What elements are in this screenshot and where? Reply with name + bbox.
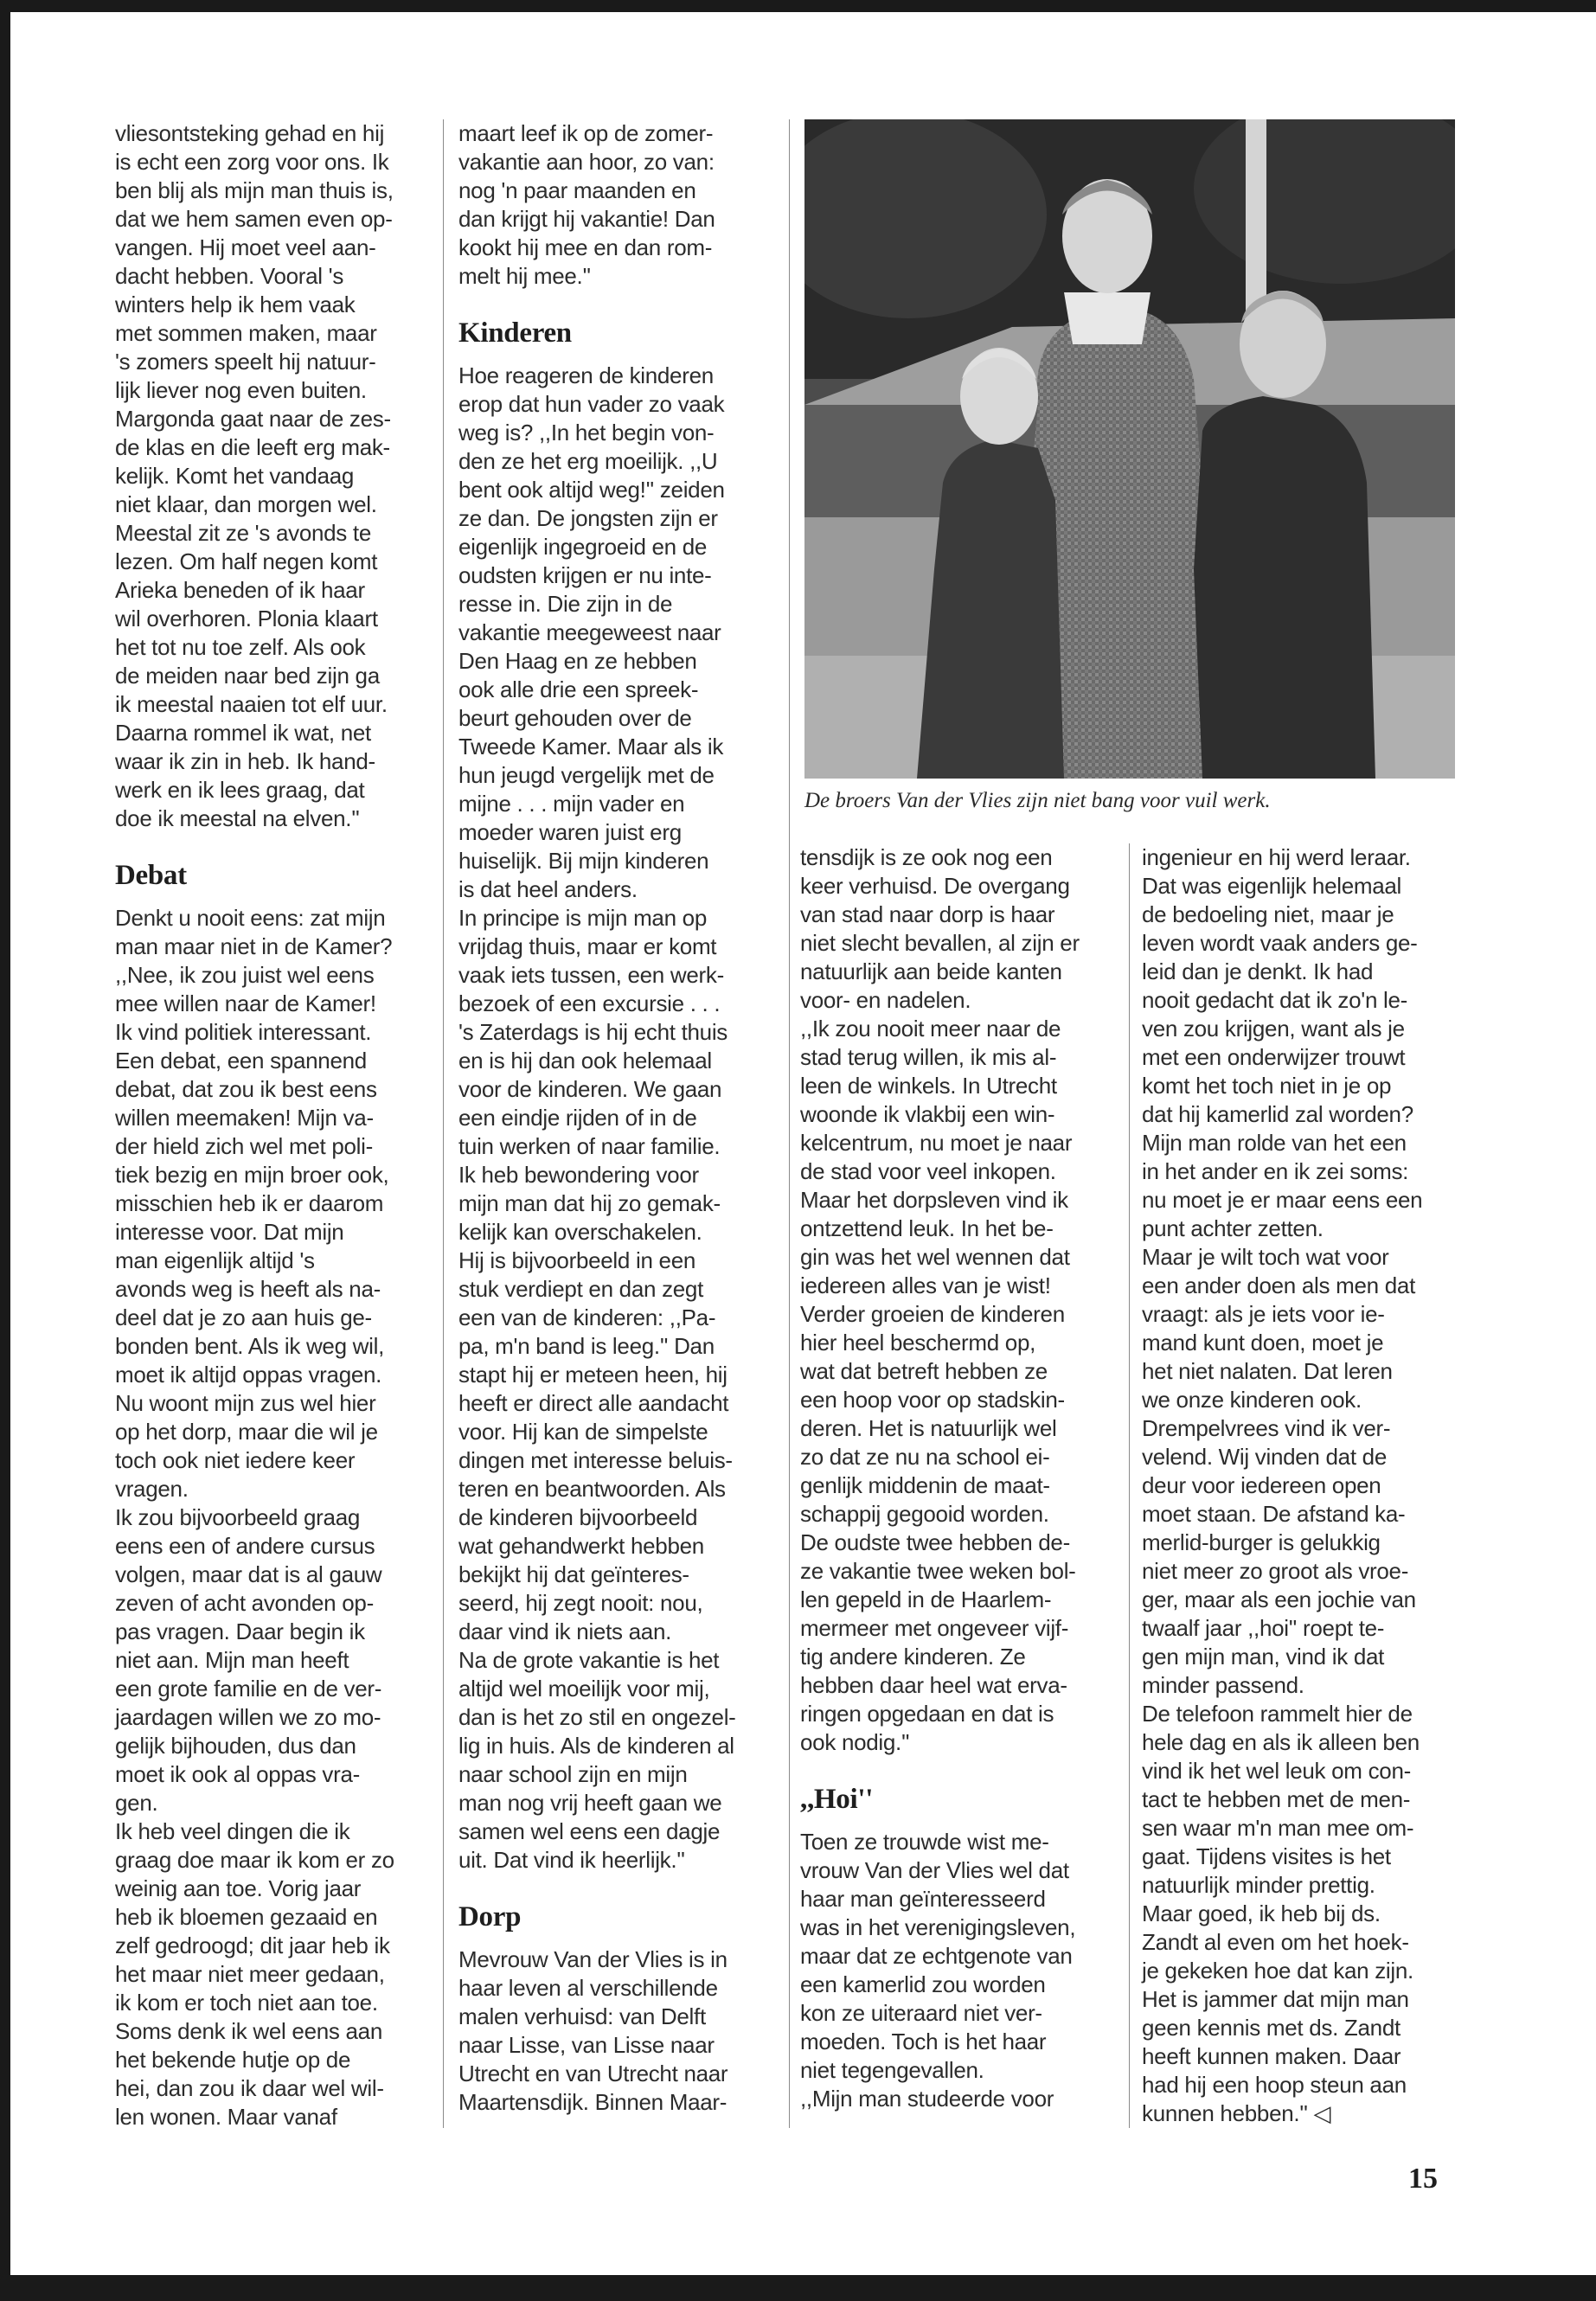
paragraph: Denkt u nooit eens: zat mijn man maar niet in de Kamer? ,,Nee, ik zou juist wel eens mee willen naar de Kamer! Ik vind politiek interessant. Een debat, een spannend debat, dat zou ik best eens willen meemaken! Mijn va- der hield zich wel met poli- tiek bezig en mijn broer ook, misschien heb ik er daarom interesse voor. Dat mijn man eigenlijk altijd 's avonds weg is heeft als na- deel dat je zo aan huis ge- bonden bent. Als ik weg wil, moet ik altijd oppas vragen. Nu woont mijn zus wel hier op het dorp, maar die wil je toch ook niet iedere keer vragen. Ik zou bijvoorbeeld graag eens een of andere cursus volgen, maar dat is al gauw zeven of acht avonden op- pas vragen. Daar begin ik niet aan. Mijn man heeft een grote familie en de ver- jaardagen willen we zo mo- gelijk bijhouden, dus dan moet ik ook al oppas vra- gen. Ik heb veel dingen die ik graag doe maar ik kom er zo weinig aan toe. Vorig jaar heb ik bloemen gezaaid en zelf gedroogd; dit jaar heb ik het maar niet meer gedaan, ik kom er toch niet aan toe. Soms denk ik wel eens aan het bekende hutje op de hei, dan zou ik daar wel wil- len wonen. Maar vanaf [115,905,394,2130]
column-4 [1142,843,1466,2128]
paragraph: Toen ze trouwde wist me- vrouw Van der Vlies wel dat haar man geïnteresseerd was in het verenigingsleven, maar dat ze echtgenote van een kamerlid zou worden kon ze uiteraard niet ver- moeden. Toch is het haar niet tegengevallen. ,,Mijn man studeerde voor [800,1829,1076,2112]
heading-hoi: ,,Hoi'' [800,1784,874,1815]
paragraph: Hoe reageren de kinderen erop dat hun vader zo vaak weg is? ,,In het begin von- den ze het erg moeilijk. ,,U bent ook altijd weg!'' zeiden ze dan. De jongsten zijn er eigenlijk ingegroeid en de oudsten krijgen er nu inte- resse in. Die zijn in de vakantie meegeweest naar Den Haag en ze hebben ook alle drie een spreek- beurt gehouden over de Tweede Kamer. Maar als ik hun jeugd vergelijk met de mijne . . . mijn vader en moeder waren juist erg huiselijk. Bij mijn kinderen is dat heel anders. In principe is mijn man op vrijdag thuis, maar er komt vaak iets tussen, een werk- bezoek of een excursie . . . 's Zaterdags is hij echt thuis en is hij dan ook helemaal voor de kinderen. We gaan een eindje rijden of in de tuin werken of naar familie. Ik heb bewondering voor mijn man dat hij zo gemak- kelijk kan overschakelen. Hij is bijvoorbeeld in een stuk verdiept en dan zegt een van de kinderen: ,,Pa- pa, m'n band is leeg.'' Dan stapt hij er meteen heen, hij heeft er direct alle aandacht voor. Hij kan de simpelste dingen met interesse beluis- teren en beantwoorden. Als de kinderen bijvoorbeeld wat gehandwerkt hebben bekijkt hij dat geïnteres- seerd, hij zegt nooit: nou, daar vind ik niets aan. Na de grote vakantie is het altijd wel moeilijk voor mij, dan is het zo stil en ongezel- lig in huis. Als de kinderen al naar school zijn en mijn man nog vrij heeft gaan we samen wel eens een dagje uit. Dat vind ik heerlijk.'' [458,362,736,1873]
heading-debat: Debat [115,860,187,891]
photo-illustration [804,119,1455,779]
left-border [0,0,10,2301]
column-divider [1129,843,1130,2128]
column-2 [458,119,779,2117]
bottom-border [0,2275,1596,2301]
column-divider [789,119,790,2128]
heading-kinderen: Kinderen [458,317,572,349]
paragraph: tensdijk is ze ook nog een keer verhuisd. De overgang van stad naar dorp is haar niet slecht bevallen, al zijn er natuurlijk aan beide kanten voor- en nadelen. ,,Ik zou nooit meer naar de stad terug willen, ik mis al- leen de winkels. In Utrecht woonde ik vlakbij een win- kelcentrum, nu moet je naar de stad voor veel inkopen. Maar het dorpsleven vind ik ontzettend leuk. In het be- gin was het wel wennen dat iedereen alles van je wist! Verder groeien de kinderen hier heel beschermd op, wat dat betreft hebben ze een hoop voor op stadskin- deren. Het is natuurlijk wel zo dat ze nu na school ei- genlijk middenin de maat- schappij gegooid worden. De oudste twee hebben de- ze vakantie twee weken bol- len gepeld in de Haarlem- mermeer met ongeveer vijf- tig andere kinderen. Ze hebben daar heel wat erva- ringen opgedaan en dat is ook nodig.'' [800,844,1080,1755]
paragraph: ingenieur en hij werd leraar. Dat was eigenlijk helemaal de bedoeling niet, maar je leven wordt vaak anders ge- leid dan je denkt. Ik had nooit gedacht dat ik zo'n le- ven zou krijgen, want als je met een onderwijzer trouwt komt het toch niet in je op dat hij kamerlid zal worden? Mijn man rolde van het een in het ander en ik zei soms: nu moet je er maar eens een punt achter zetten. Maar je wilt toch wat voor een ander doen als men dat vraagt: als je iets voor ie- mand kunt doen, moet je het niet nalaten. Dat leren we onze kinderen ook. Drempelvrees vind ik ver- velend. Wij vinden dat de deur voor iedereen open moet staan. De afstand ka- merlid-burger is gelukkig niet meer zo groot als vroe- ger, maar als een jochie van twaalf jaar ,,hoi'' roept te- gen mijn man, vind ik dat minder passend. De telefoon rammelt hier de hele dag en als ik alleen ben vind ik het wel leuk om con- tact te hebben met de men- sen waar m'n man mee om- gaat. Tijdens visites is het natuurlijk minder prettig. Maar goed, ik heb bij ds. Zandt al even om het hoek- je gekeken hoe dat kan zijn. Het is jammer dat mijn man geen kennis met ds. Zandt heeft kunnen maken. Daar had hij een hoop steun aan kunnen hebben.'' ◁ [1142,844,1423,2126]
paragraph: vliesontsteking gehad en hij is echt een zorg voor ons. Ik ben blij als mijn man thuis is, dat we hem samen even op- vangen. Hij moet veel aan- dacht hebben. Vooral 's winters help ik hem vaak met sommen maken, maar 's zomers speelt hij natuur- lijk liever nog even buiten. Margonda gaat naar de zes- de klas en die leeft erg mak- kelijk. Komt het vandaag niet klaar, dan morgen wel. Meestal zit ze 's avonds te lezen. Om half negen komt Arieka beneden of ik haar wil overhoren. Plonia klaart het tot nu toe zelf. Als ook de meiden naar bed zijn ga ik meestal naaien tot elf uur. Daarna rommel ik wat, net waar ik zin in heb. Ik hand- werk en ik lees graag, dat doe ik meestal na elven.'' [115,120,394,831]
column-divider [443,119,444,2128]
top-border [0,0,1596,12]
heading-dorp: Dorp [458,1901,522,1932]
page-number: 15 [1408,2163,1438,2195]
paragraph: maart leef ik op de zomer- vakantie aan hoor, zo van: nog 'n paar maanden en dan krijgt hij vakantie! Dan kookt hij mee en dan rom- melt hij mee.'' [458,120,715,289]
column-1 [115,119,426,2131]
column-3 [800,843,1129,2113]
family-photo [804,119,1455,779]
photo-caption: De broers Van der Vlies zijn niet bang voor vuil werk. [804,789,1271,812]
paragraph: Mevrouw Van der Vlies is in haar leven al verschillende malen verhuisd: van Delft naar Lisse, van Lisse naar Utrecht en van Utrecht naar Maartensdijk. Binnen Maar- [458,1946,728,2115]
